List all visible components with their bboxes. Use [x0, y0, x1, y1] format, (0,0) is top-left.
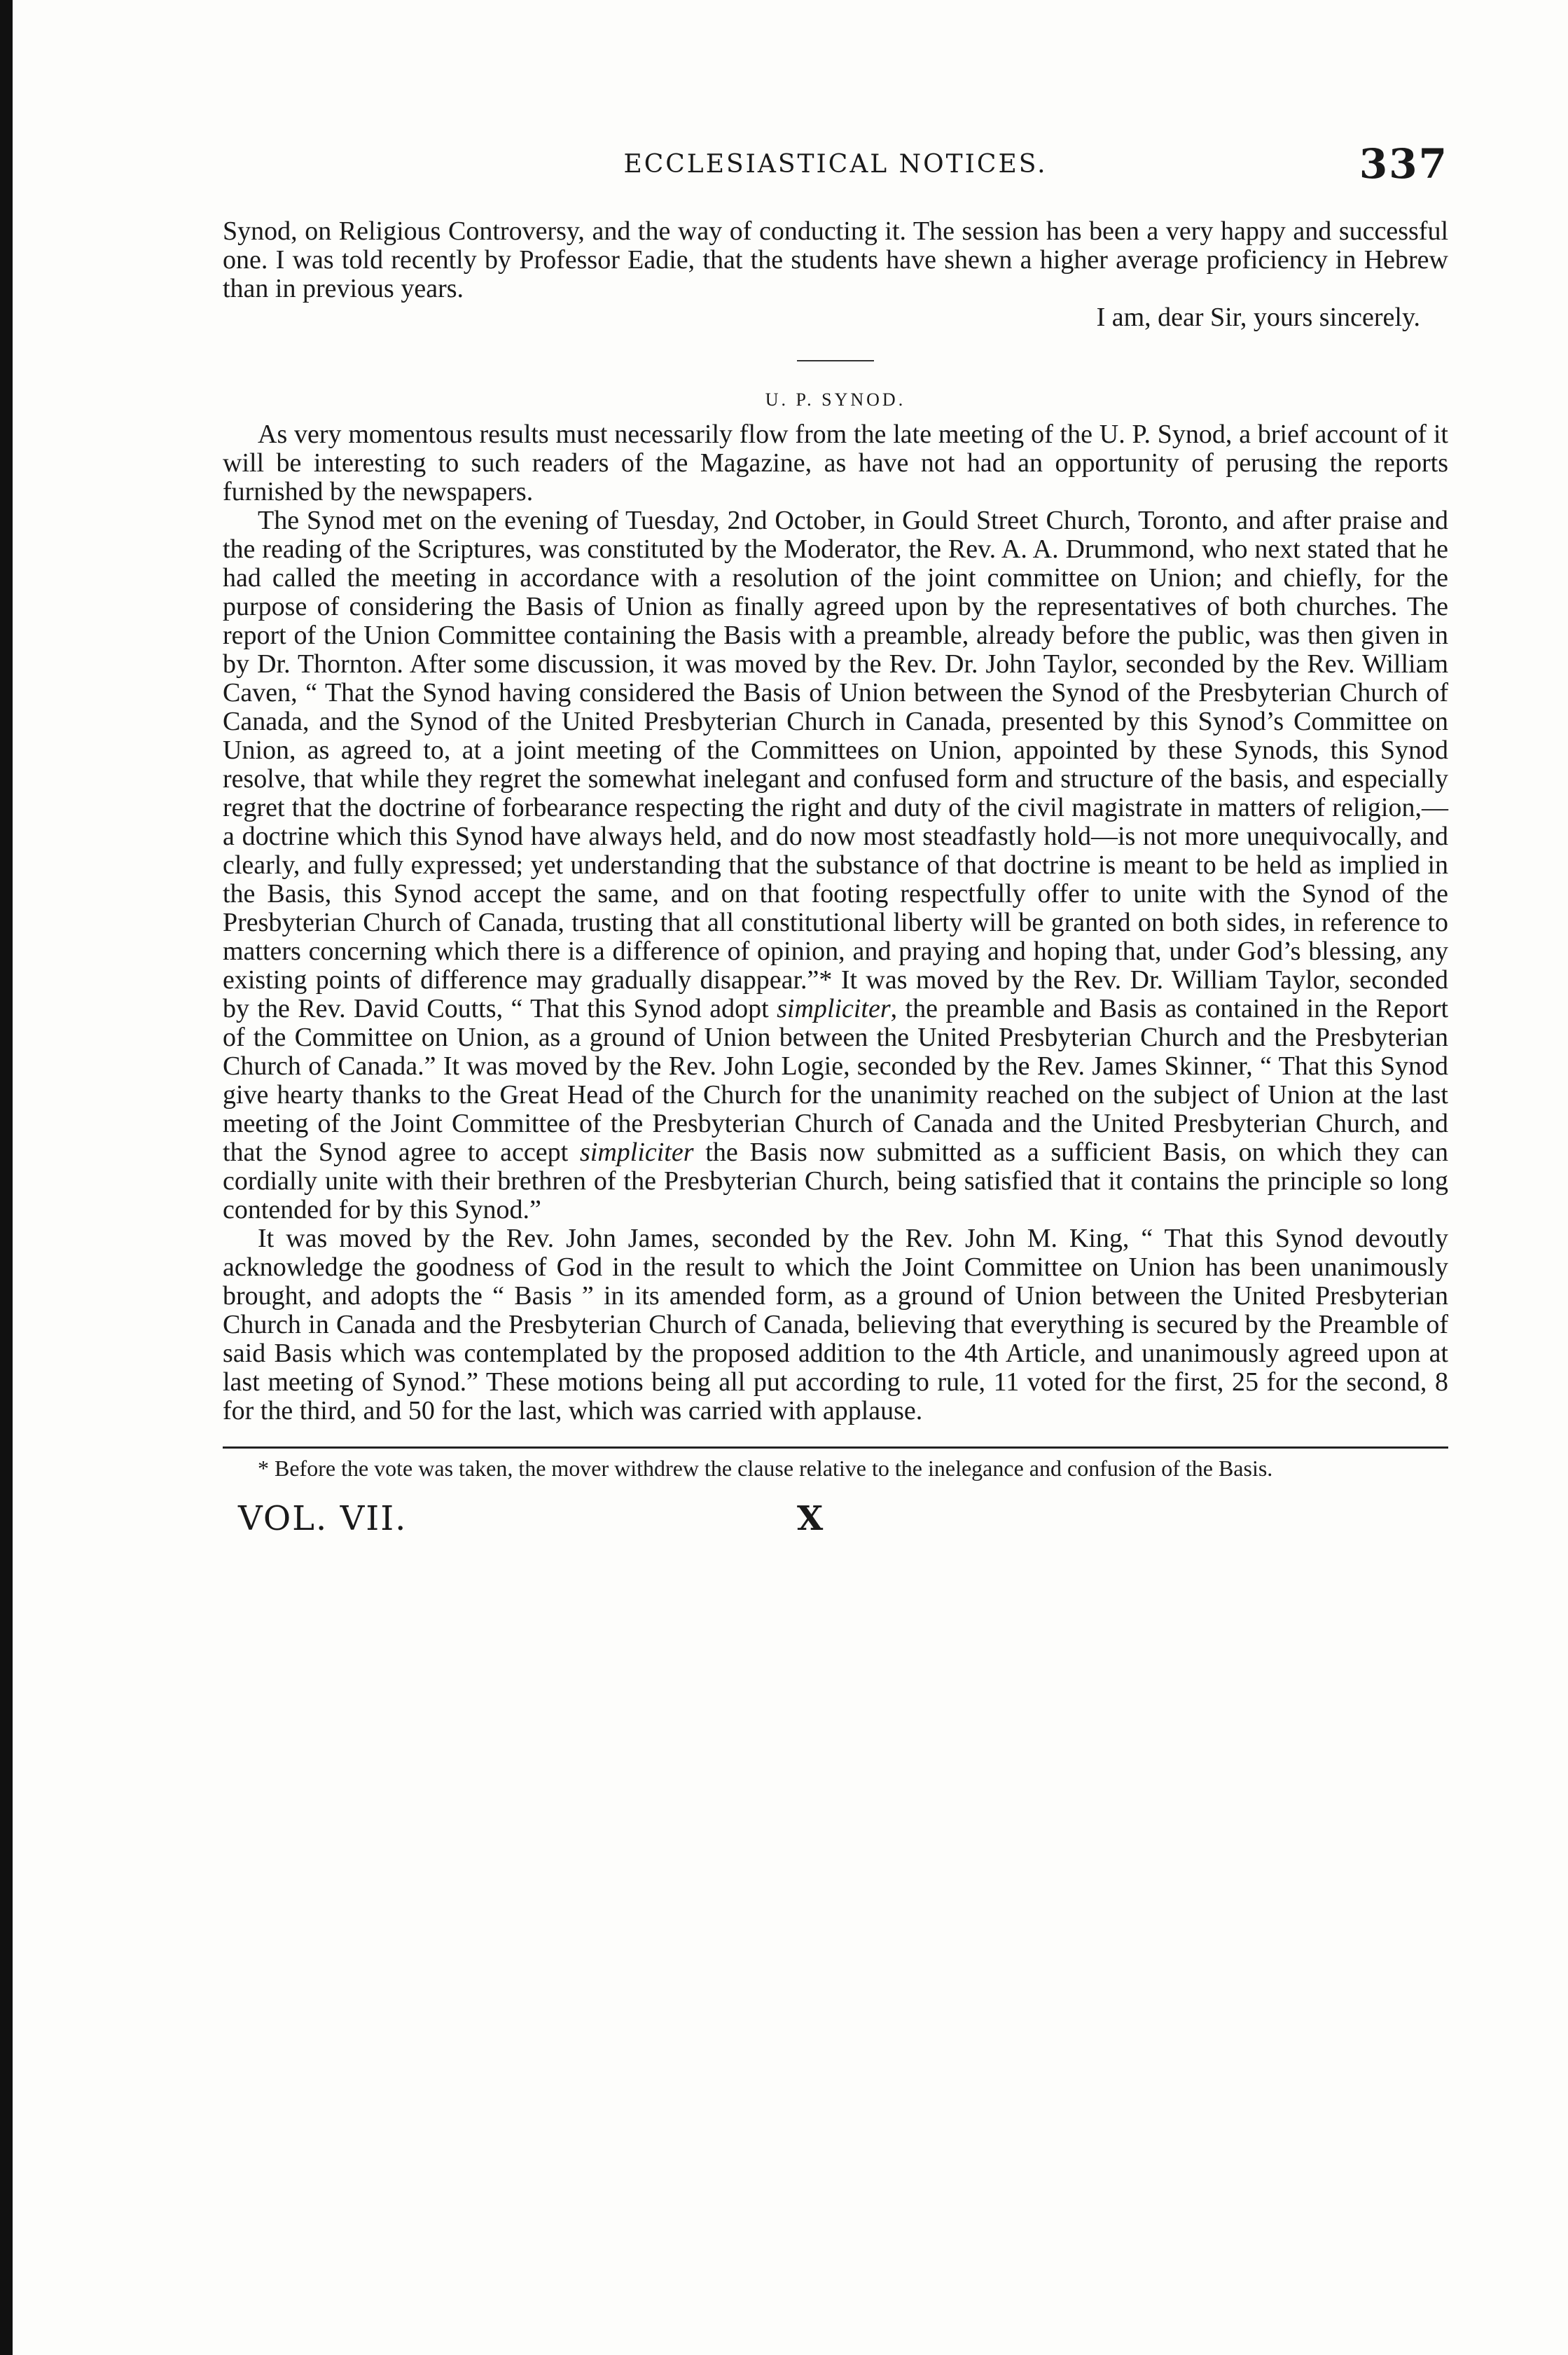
- section-divider: [797, 360, 874, 361]
- letter-signoff: I am, dear Sir, yours sincerely.: [1096, 303, 1420, 332]
- signature-mark: X: [797, 1499, 824, 1538]
- synod-paragraph-2-text-b: , the preamble and Basis as contained in the Report of the Committee on Union, as a ground of Union between the United Presbyterian Church and the Presbyterian Church of Canada.” It was moved by the Rev. John Logie, seconded by the Rev. James Skinner, “ That this Synod give hearty thanks to the Great Head of the Church for the unanimity reached on the subject of Union at the last meeting of the Joint Committee of the Presbyterian Church of Canada and the United Presbyterian Church, and that the Synod agree to accept: [223, 994, 1448, 1167]
- synod-paragraph-2: [223, 506, 1448, 1224]
- simpliciter-emphasis: simpliciter: [579, 1138, 694, 1167]
- simpliciter-emphasis: simpliciter: [777, 994, 891, 1023]
- page-footer: [223, 1499, 1448, 1548]
- binding-edge: [0, 0, 13, 2355]
- synod-paragraph-2-text-c: the Basis now submitted as a sufficient Basis, on which they can cordially unite with their brethren of the Presbyterian Church, being satisfied that it contains the principle so long contended for by this Synod.”: [223, 1138, 1448, 1224]
- section-heading: U. P. SYNOD.: [765, 389, 906, 410]
- volume-label: VOL. VII.: [238, 1499, 408, 1538]
- footnote: * Before the vote was taken, the mover withdrew the clause relative to the inelegance and confusion of the Basis.: [258, 1456, 1273, 1481]
- intro-paragraph: Synod, on Religious Controversy, and the way of conducting it. The session has been a very happy and successful one. I was told recently by Professor Eadie, that the students have shewn a higher average proficiency in Hebrew than in previous years.: [223, 216, 1448, 303]
- synod-paragraph-1: As very momentous results must necessarily flow from the late meeting of the U. P. Synod, a brief account of it will be interesting to such readers of the Magazine, as have not had an opportunity of perusing the reports furnished by the newspapers.: [223, 420, 1448, 506]
- page-number: 337: [1359, 140, 1448, 188]
- running-title: ECCLESIASTICAL NOTICES.: [623, 150, 1048, 179]
- running-head: [223, 140, 1448, 189]
- footnote-divider: [223, 1446, 1448, 1449]
- page-content: [223, 140, 1448, 1548]
- synod-paragraph-3: It was moved by the Rev. John James, seconded by the Rev. John M. King, “ That this Synod devoutly acknowledge the goodness of God in the result to which the Joint Committee on Union has been unanimously brought, and adopts the “ Basis ” in its amended form, as a ground of Union between the United Presbyterian Church in Canada and the Presbyterian Church of Canada, believing that everything is secured by the Preamble of said Basis which was contemplated by the proposed addition to the 4th Article, and unanimously agreed upon at last meeting of Synod.” These motions being all put according to rule, 11 voted for the first, 25 for the second, 8 for the third, and 50 for the last, which was carried with applause.: [223, 1224, 1448, 1425]
- synod-paragraph-2-text-a: The Synod met on the evening of Tuesday, 2nd October, in Gould Street Church, Toronto, and after praise and the reading of the Scriptures, was constituted by the Moderator, the Rev. A. A. Drummond, who next stated that he had called the meeting in accordance with a resolution of the joint committee on Union; and chiefly, for the purpose of considering the Basis of Union as finally agreed upon by the representatives of both churches. The report of the Union Committee containing the Basis with a preamble, already before the public, was then given in by Dr. Thornton. After some discussion, it was moved by the Rev. Dr. John Taylor, seconded by the Rev. William Caven, “ That the Synod having considered the Basis of Union between the Synod of the Presbyterian Church of Canada, and the Synod of the United Presbyterian Church in Canada, presented by this Synod’s Committee on Union, as agreed to, at a joint meeting of the Committees on Union, appointed by these Synods, this Synod resolve, that while they regret the somewhat inelegant and confused form and structure of the basis, and especially regret that the doctrine of forbearance respecting the right and duty of the civil magistrate in matters of religion,—a doctrine which this Synod have always held, and do now most steadfastly hold—is not more unequivocally, and clearly, and fully expressed; yet understanding that the substance of that doctrine is meant to be held as implied in the Basis, this Synod accept the same, and on that footing respectfully offer to unite with the Synod of the Presbyterian Church of Canada, trusting that all constitutional liberty will be granted on both sides, in reference to matters concerning which there is a difference of opinion, and praying and hoping that, under God’s blessing, any existing points of difference may gradually disappear.”* It was moved by the Rev. Dr. William Taylor, seconded by the Rev. David Coutts, “ That this Synod adopt: [223, 506, 1448, 1023]
